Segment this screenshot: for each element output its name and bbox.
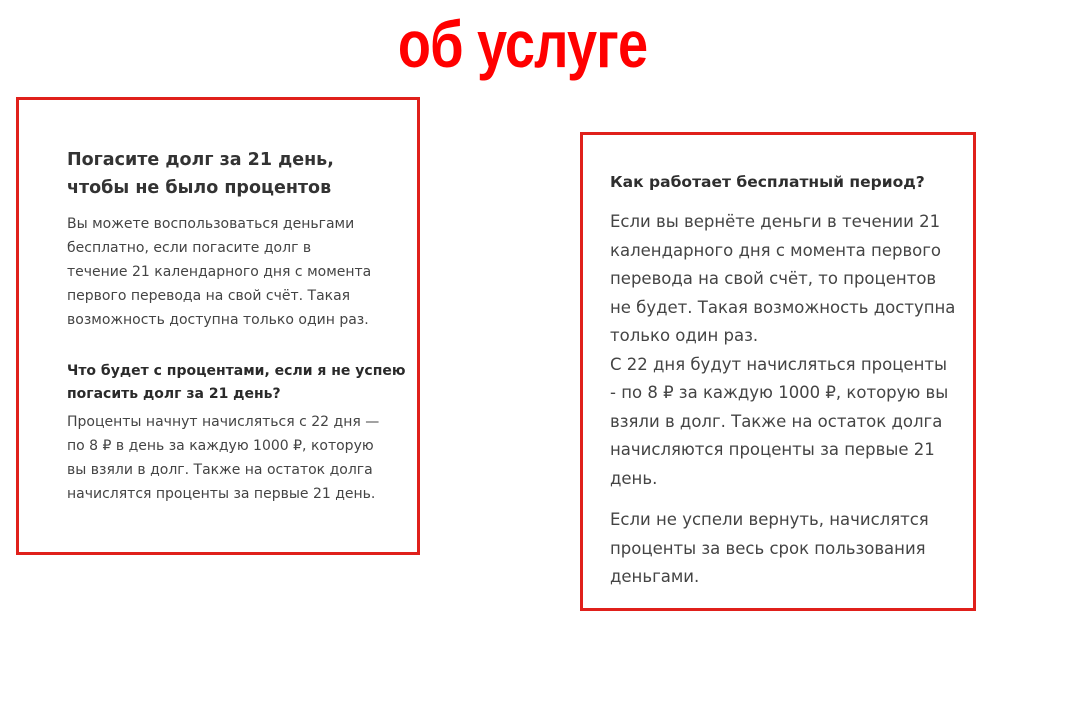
text-line: перевода на свой счёт, то процентов (610, 269, 937, 288)
text-line: - по 8 ₽ за каждую 1000 ₽, которую вы (610, 383, 949, 402)
text-line: начислятся проценты за первые 21 день. (67, 486, 376, 502)
text-line: проценты за весь срок пользования (610, 538, 926, 558)
heading-line: чтобы не было процентов (67, 178, 332, 198)
text-line: деньгами. (610, 567, 700, 586)
right-card-paragraph-2 (610, 351, 963, 494)
left-card-question (67, 360, 406, 406)
text-line: по 8 ₽ в день за каждую 1000 ₽, которую (67, 438, 374, 454)
text-line: возможность доступна только один раз. (67, 312, 369, 328)
text-line: бесплатно, если погасите долг в (67, 240, 312, 256)
text-line: взяли в долг. Также на остаток долга (610, 411, 943, 431)
right-card-paragraph-3 (610, 506, 963, 592)
text-line: С 22 дня будут начисляться проценты (610, 354, 948, 374)
right-card-paragraph-1 (610, 208, 963, 351)
page-title: об услуге (397, 7, 648, 81)
text-line: Если не успели вернуть, начислятся (610, 510, 929, 529)
text-line: не будет. Такая возможность доступна (610, 297, 956, 317)
left-card-answer (67, 410, 397, 506)
text-line: погасить долг за 21 день? (67, 386, 281, 402)
right-card-heading: Как работает бесплатный период? (610, 173, 925, 191)
text-line: первого перевода на свой счёт. Такая (67, 288, 351, 304)
text-line: Если вы вернёте деньги в течении 21 (610, 212, 941, 231)
text-line: вы взяли в долг. Также на остаток долга (67, 462, 373, 478)
text-line: Вы можете воспользоваться деньгами (67, 216, 355, 232)
left-info-card (16, 97, 420, 555)
heading-line: Погасите долг за 21 день, (67, 150, 334, 170)
text-line: начисляются проценты за первые 21 (610, 440, 935, 459)
left-card-intro (67, 212, 397, 332)
left-card-heading (67, 146, 397, 202)
text-line: календарного дня с момента первого (610, 240, 942, 260)
text-line: Проценты начнут начисляться с 22 дня — (67, 414, 380, 430)
text-line: Что будет с процентами, если я не успею (67, 363, 406, 379)
right-info-card (580, 132, 976, 611)
text-line: течение 21 календарного дня с момента (67, 264, 372, 280)
text-line: день. (610, 468, 658, 488)
text-line: только один раз. (610, 326, 759, 345)
